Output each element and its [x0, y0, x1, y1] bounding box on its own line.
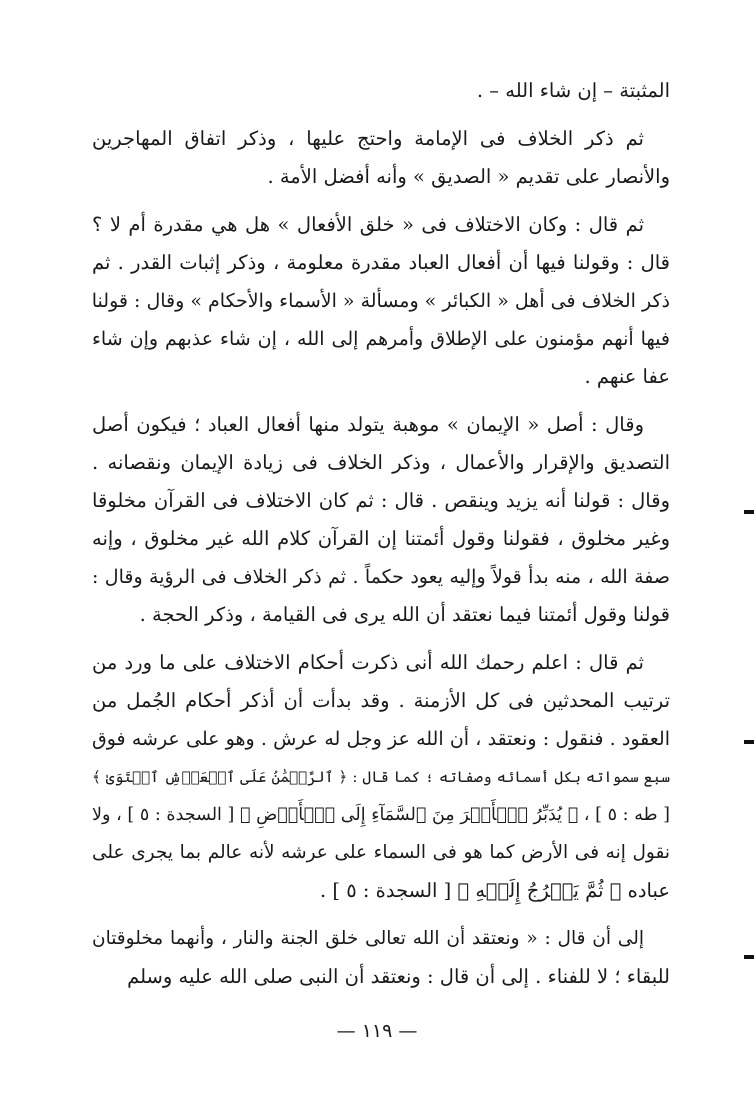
text-line: ذكر الخلاف فى أهل « الكبائر » ومسألة « الأسماء والأحكام » وقال : قولنا	[92, 290, 670, 312]
scan-edge-mark	[744, 740, 754, 744]
text-line: عفا عنهم .	[584, 365, 670, 388]
text-line: إلى أن قال : « ونعتقد أن الله تعالى خلق الجنة والنار ، وأنهما مخلوقتان	[92, 928, 644, 949]
text-line: ثم قال : اعلم رحمك الله أنى ذكرت أحكام الاختلاف على ما ورد من	[92, 651, 644, 674]
text-line: وقال : أصل « الإيمان » موهبة يتولد منها أفعال العباد ؛ فيكون أصل	[92, 413, 644, 436]
scan-edge-mark	[744, 955, 754, 959]
text-line: للبقاء ؛ لا للفناء . إلى أن قال : ونعتقد أن النبى صلى الله عليه وسلم	[127, 965, 670, 988]
text-line: ترتيب المحدثين فى كل الأزمنة . وقد بدأت أن أذكر أحكام الجُمل من	[92, 689, 670, 712]
text-line: العقود . فنقول : ونعتقد ، أن الله عز وجل له عرش . وهو على عرشه فوق	[92, 728, 670, 750]
text-line: ثم قال : وكان الاختلاف فى « خلق الأفعال » هل هي مقدرة أم لا ؟	[92, 213, 644, 236]
text-line: المثبتة – إن شاء الله – .	[476, 79, 670, 102]
text-line: ثم ذكر الخلاف فى الإمامة واحتج عليها ، وذكر اتفاق المهاجرين	[92, 127, 644, 150]
text-line: وقال : قولنا أنه يزيد وينقص . قال : ثم كان الاختلاف فى القرآن مخلوقا	[92, 489, 670, 512]
text-line: قال : وقولنا فيها أن أفعال العباد مقدرة معلومة ، وذكر إثبات القدر . ثم	[92, 251, 670, 274]
text-line: وغير مخلوق ، فقولنا وقول أئمتنا إن القرآن كلام الله غير مخلوق ، وإنه	[92, 527, 670, 550]
text-line: نقول إنه فى الأرض كما هو فى السماء على عرشه لأنه عالم بما يجرى على	[92, 842, 670, 863]
scan-edge-mark	[744, 510, 754, 514]
text-line: فيها أنهم مؤمنون على الإطلاق وأمرهم إلى الله ، إن شاء عذبهم وإن شاء	[92, 328, 670, 350]
page-text-body	[92, 72, 670, 996]
text-line: قولنا وقول أئمتنا فيما نعتقد أن الله يرى فى القيامة ، وذكر الحجة .	[139, 603, 670, 626]
page-number: — ١١٩ —	[336, 1020, 418, 1042]
text-line: صفة الله ، منه بدأ قولاً وإليه يعود حكماً . ثم ذكر الخلاف فى الرؤية وقال :	[92, 566, 670, 588]
text-line-with-quran-verse: سبع سمواته بكل أسمائه وصفاته ؛ كما قال : ﴿ ٱلرَّحۡمَٰنُ عَلَى ٱلۡعَرۡشِ ٱسۡتَوَىٰ ﴾	[92, 768, 670, 786]
text-line: والأنصار على تقديم « الصديق » وأنه أفضل الأمة .	[267, 165, 670, 188]
text-line: التصديق والإقرار والأعمال ، وذكر الخلاف فى زيادة الإيمان ونقصانه .	[92, 451, 670, 474]
text-line-with-quran-verse: عباده ﴿ ثُمَّ يَعۡرُجُ إِلَيۡهِ ﴾ [ السجدة : ٥ ] .	[319, 879, 670, 902]
text-line-with-quran-reference: [ طه : ٥ ] ، ﴿ يُدَبِّرُ ٱلۡأَمۡرَ مِنَ ٱلسَّمَآءِ إِلَى ٱلۡأَرۡضِ ﴾ [ السجدة : ٥ ] ، ولا	[92, 805, 670, 825]
